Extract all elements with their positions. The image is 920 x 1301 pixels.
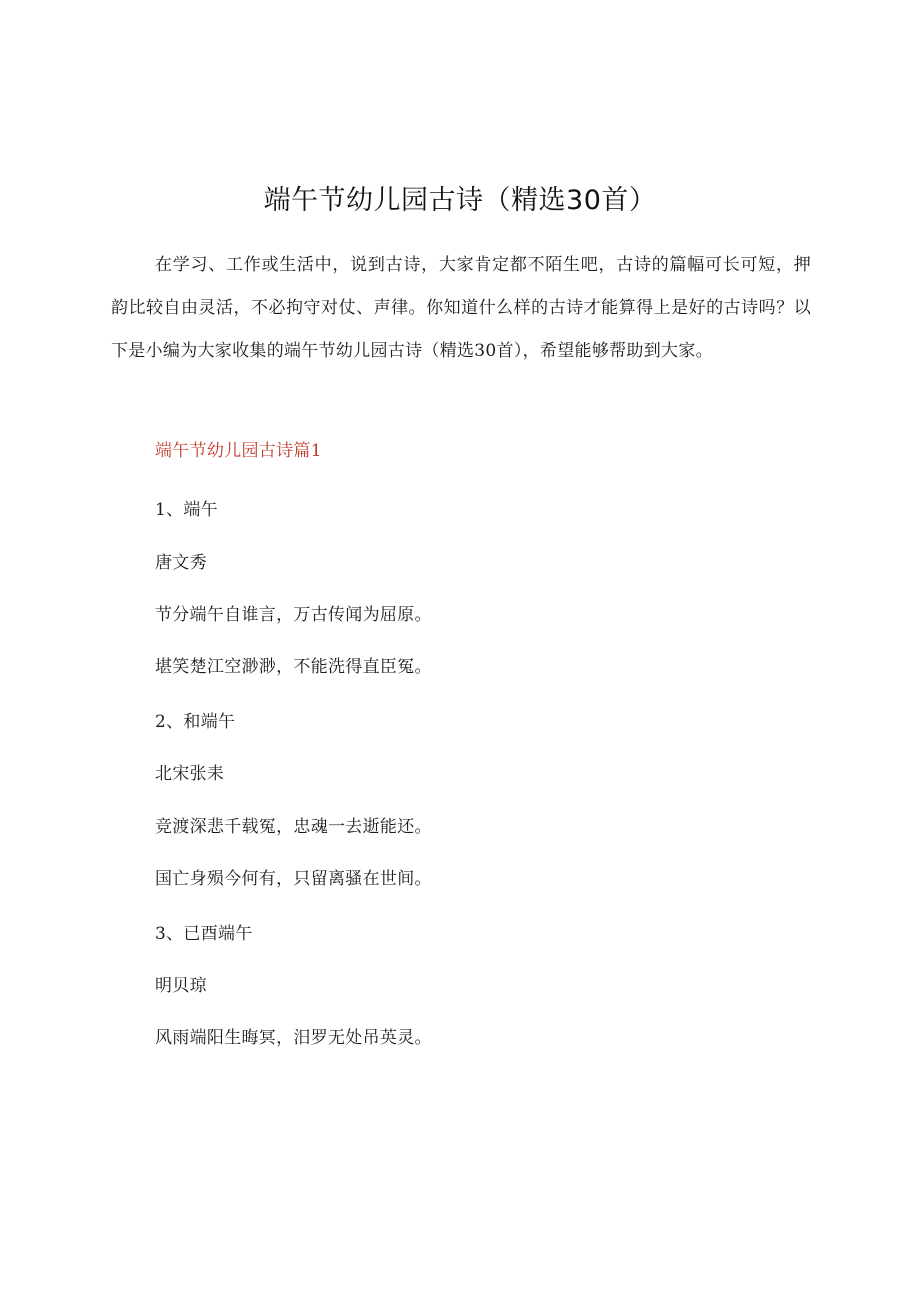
intro-paragraph: 在学习、工作或生活中，说到古诗，大家肯定都不陌生吧，古诗的篇幅可长可短，押韵比较自由灵活，不必拘守对仗、声律。你知道什么样的古诗才能算得上是好的古诗吗？以下是小编为大家收集的端午节幼儿园古诗（精选30首），希望能够帮助到大家。 [111, 255, 811, 361]
poem-2-line-2: 国亡身殒今何有，只留离骚在世间。 [155, 869, 432, 889]
poem-1-line-2: 堪笑楚江空渺渺，不能洗得直臣冤。 [155, 657, 432, 677]
poem-3-line-1: 风雨端阳生晦冥，汨罗无处吊英灵。 [155, 1028, 432, 1048]
poem-1-title: 1、端午 [155, 500, 219, 520]
poem-2-title: 2、和端午 [155, 712, 236, 732]
document-title: 端午节幼儿园古诗（精选30首） [263, 185, 657, 216]
poem-1-author: 唐文秀 [155, 553, 207, 573]
poem-2-author: 北宋张耒 [155, 764, 225, 784]
poem-1-line-1: 节分端午自谁言，万古传闻为屈原。 [155, 605, 432, 625]
poem-3-title: 3、已酉端午 [155, 924, 253, 944]
poem-2-line-1: 竞渡深悲千载冤，忠魂一去逝能还。 [155, 817, 432, 837]
section-heading: 端午节幼儿园古诗篇1 [155, 441, 322, 461]
poem-3-author: 明贝琼 [155, 976, 207, 996]
